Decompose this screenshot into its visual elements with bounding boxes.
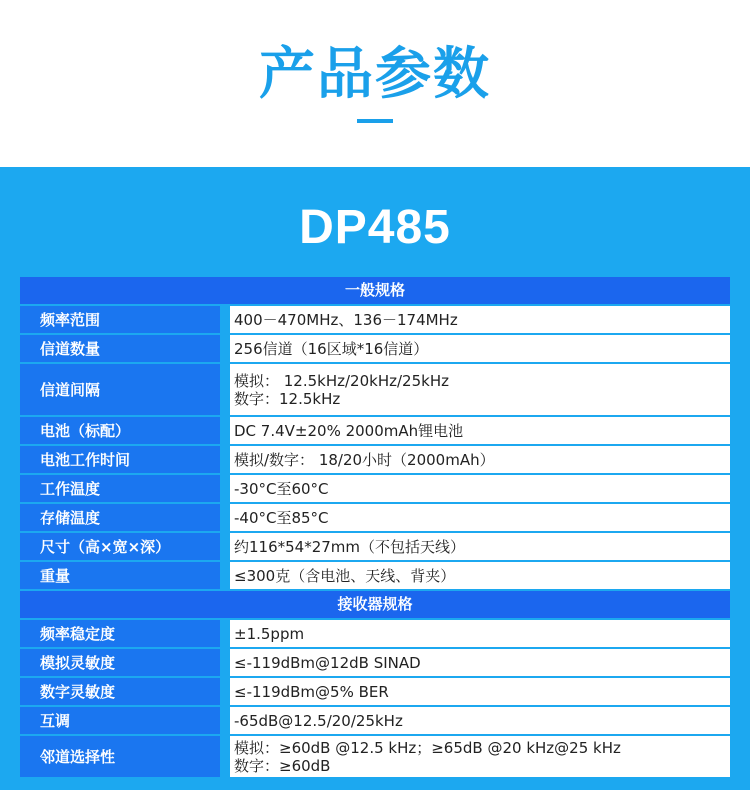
row-label: 电池工作时间 <box>20 446 220 473</box>
value-line: -30°C至60°C <box>234 479 329 498</box>
value-line: 256信道（16区域*16信道） <box>234 339 429 358</box>
table-row <box>20 562 730 589</box>
table-row <box>20 678 730 705</box>
value-line: -65dB@12.5/20/25kHz <box>234 711 403 730</box>
row-label: 信道数量 <box>20 335 220 362</box>
row-label: 频率范围 <box>20 306 220 333</box>
value-line: 模拟： 12.5kHz/20kHz/25kHz <box>234 371 449 390</box>
row-value <box>230 620 730 647</box>
value-line: 400－470MHz、136－174MHz <box>234 310 458 329</box>
row-value <box>230 533 730 560</box>
value-line: DC 7.4V±20% 2000mAh锂电池 <box>234 421 464 440</box>
table-row <box>20 533 730 560</box>
row-value <box>230 504 730 531</box>
row-value <box>230 678 730 705</box>
row-value <box>230 475 730 502</box>
row-value <box>230 335 730 362</box>
table-row <box>20 475 730 502</box>
table-row <box>20 364 730 415</box>
row-value <box>230 306 730 333</box>
page-header <box>0 0 750 167</box>
value-line: ≤-119dBm@5% BER <box>234 682 389 701</box>
row-label: 尺寸（高×宽×深） <box>20 533 220 560</box>
row-value <box>230 417 730 444</box>
table-row <box>20 649 730 676</box>
table-row <box>20 306 730 333</box>
table-row <box>20 335 730 362</box>
row-label: 邻道选择性 <box>20 736 220 777</box>
value-line: ≤300克（含电池、天线、背夹） <box>234 566 456 585</box>
table-row <box>20 417 730 444</box>
row-label: 存储温度 <box>20 504 220 531</box>
section-header-receiver: 接收器规格 <box>20 591 730 618</box>
spec-panel <box>0 167 750 790</box>
row-label: 重量 <box>20 562 220 589</box>
value-line: 模拟：≥60dB @12.5 kHz；≥65dB @20 kHz@25 kHz <box>234 738 621 757</box>
row-label: 工作温度 <box>20 475 220 502</box>
section-header-general: 一般规格 <box>20 277 730 304</box>
spec-table <box>20 277 730 779</box>
value-line: ≤-119dBm@12dB SINAD <box>234 653 421 672</box>
page-title: 产品参数 <box>259 42 491 107</box>
row-label: 信道间隔 <box>20 364 220 415</box>
value-line: 约116*54*27mm（不包括天线） <box>234 537 466 556</box>
row-label: 电池（标配） <box>20 417 220 444</box>
row-value <box>230 736 730 777</box>
row-value <box>230 364 730 415</box>
table-row <box>20 504 730 531</box>
row-label: 模拟灵敏度 <box>20 649 220 676</box>
row-label: 互调 <box>20 707 220 734</box>
row-value <box>230 649 730 676</box>
model-name: DP485 <box>299 201 451 254</box>
table-row <box>20 707 730 734</box>
value-line: 数字：12.5kHz <box>234 389 341 408</box>
row-value <box>230 562 730 589</box>
value-line: 模拟/数字： 18/20小时（2000mAh） <box>234 450 495 469</box>
row-label: 数字灵敏度 <box>20 678 220 705</box>
table-row <box>20 620 730 647</box>
row-value <box>230 707 730 734</box>
row-value <box>230 446 730 473</box>
title-underline <box>357 119 393 123</box>
value-line: -40°C至85°C <box>234 508 329 527</box>
table-row <box>20 446 730 473</box>
value-line: ±1.5ppm <box>234 624 305 643</box>
table-row <box>20 736 730 777</box>
value-line: 数字：≥60dB <box>234 756 331 775</box>
row-label: 频率稳定度 <box>20 620 220 647</box>
